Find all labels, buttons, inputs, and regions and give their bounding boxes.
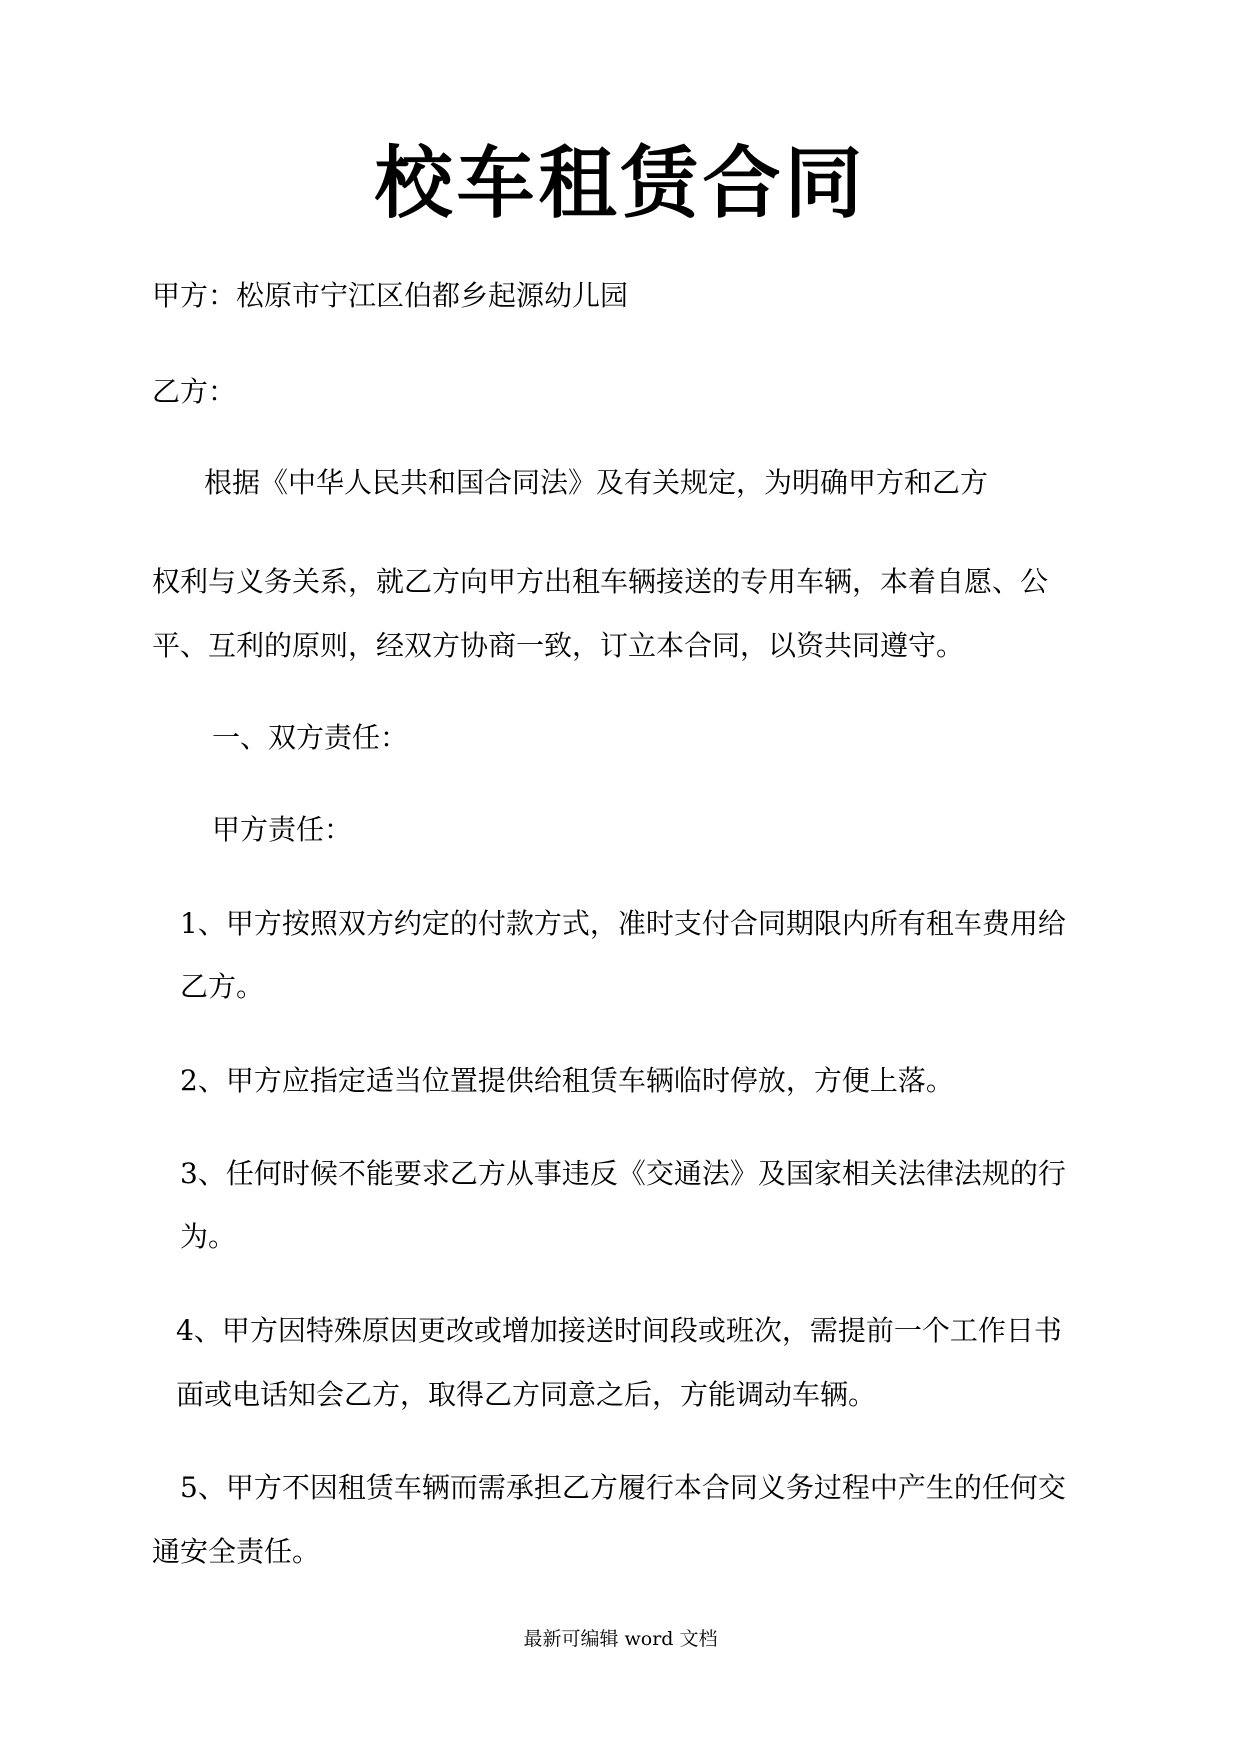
clause-3-line-2: 为。	[180, 1220, 237, 1253]
clause-1-line-2: 乙方。	[180, 970, 265, 1003]
clause-3-line-1: 3、任何时候不能要求乙方从事违反《交通法》及国家相关法律法规的行	[180, 1157, 1066, 1190]
party-a-line: 甲方：松原市宁江区伯都乡起源幼儿园	[152, 279, 629, 312]
clause-5-line-1: 5、甲方不因租赁车辆而需承担乙方履行本合同义务过程中产生的任何交	[180, 1471, 1066, 1504]
party-b-line: 乙方：	[152, 375, 237, 408]
intro-line-1: 根据《中华人民共和国合同法》及有关规定，为明确甲方和乙方	[204, 466, 989, 499]
party-a-duties-heading: 甲方责任：	[212, 813, 353, 846]
clause-1-line-1: 1、甲方按照双方约定的付款方式，准时支付合同期限内所有租车费用给	[180, 907, 1066, 940]
footer-note: 最新可编辑 word 文档	[523, 1628, 718, 1650]
clause-4-line-1: 4、甲方因特殊原因更改或增加接送时间段或班次，需提前一个工作日书	[176, 1314, 1062, 1347]
intro-line-3: 平、互利的原则，经双方协商一致，订立本合同，以资共同遵守。	[152, 629, 965, 662]
document-title: 校车租赁合同	[374, 138, 867, 229]
clause-4-line-2: 面或电话知会乙方，取得乙方同意之后，方能调动车辆。	[176, 1378, 877, 1411]
section-heading: 一、双方责任：	[212, 721, 409, 754]
intro-line-2: 权利与义务关系，就乙方向甲方出租车辆接送的专用车辆，本着自愿、公	[152, 565, 1049, 598]
clause-5-line-2: 通安全责任。	[152, 1535, 321, 1568]
clause-2-line-1: 2、甲方应指定适当位置提供给租赁车辆临时停放，方便上落。	[180, 1064, 954, 1097]
